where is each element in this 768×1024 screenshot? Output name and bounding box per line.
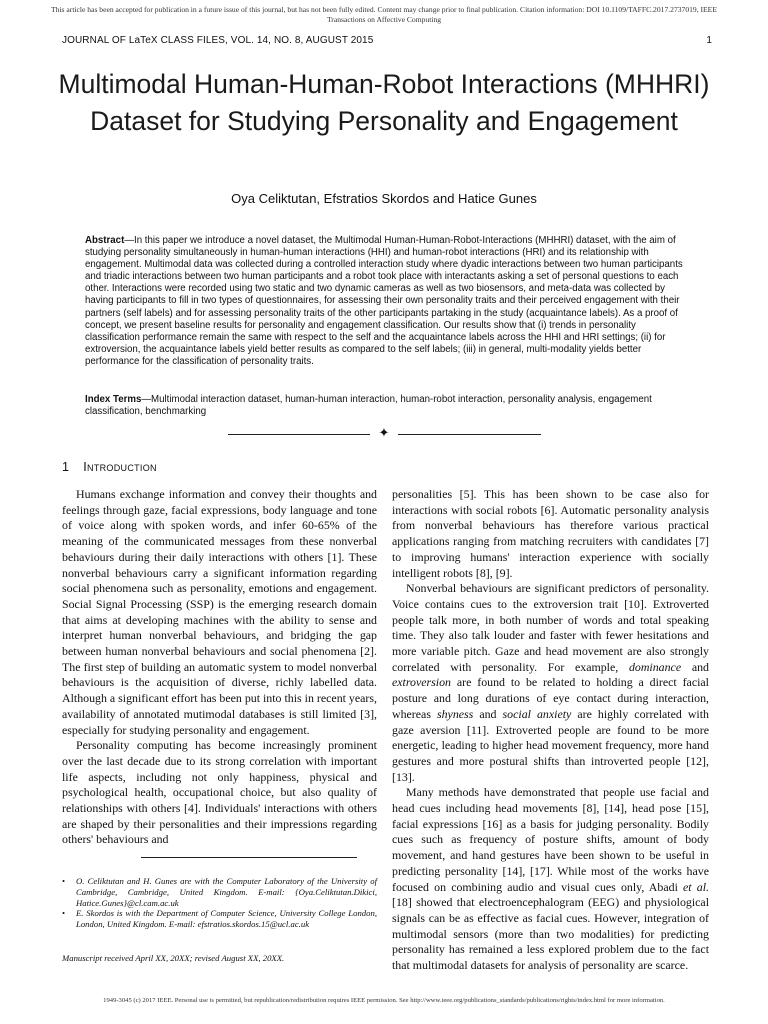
separator-rule-left bbox=[228, 434, 370, 435]
left-column bbox=[62, 487, 377, 848]
footnote-text: E. Skordos is with the Department of Computer Science, University College London, London, United Kingdom. E-mail: efstratios.skordos.15@ucl.ac.uk bbox=[76, 908, 377, 930]
bullet-icon: • bbox=[62, 876, 66, 886]
manuscript-dates: Manuscript received April XX, 20XX; revised August XX, 20XX. bbox=[62, 953, 285, 963]
footnote-list bbox=[62, 876, 377, 930]
emphasis: et al. bbox=[683, 879, 709, 894]
body-paragraph: Personality computing has become increasingly prominent over the last decade due to its strong correlation with important life aspects, including not only happiness, physical and psychological health, occupational choice, but also quality of relationships with others [4]. Individuals' interactions with others are shaped by their personalities and their impressions regarding others' behaviours and bbox=[62, 738, 377, 847]
abstract-label: Abstract bbox=[85, 235, 125, 246]
body-paragraph: Humans exchange information and convey their thoughts and feelings through gaze, facial expressions, body language and tone of voice along with spoken words, and infer 60-65% of the meaning of the communicated messages from these nonverbal behaviours during their daily interactions with others [1]. These nonverbal behaviours carry a significant information regarding social phenomena such as personality, emotions and engagement. Social Signal Processing (SSP) is the emerging research domain that aims at developing machines with the ability to sense and interpret human nonverbal behaviours, and bridging the gap between human nonverbal behaviours and social phenomena [2]. The first step of building an automatic system to model nonverbal behaviours is the acquisition of diverse, richly labelled data. Although a significant effort has been put into this in recent years, availability of annotated mutimodal databases is still limited [3], especially for studying personality and engagement. bbox=[62, 487, 377, 737]
index-terms-text: —Multimodal interaction dataset, human-human interaction, human-robot interaction, personality analysis, engagement classification, benchmarking bbox=[85, 394, 652, 418]
footnote-item bbox=[62, 876, 377, 908]
emphasis: social anxiety bbox=[502, 706, 572, 721]
index-terms-label: Index Terms bbox=[85, 394, 142, 405]
separator-rule-right bbox=[398, 434, 541, 435]
right-column bbox=[392, 487, 709, 974]
bullet-icon: • bbox=[62, 908, 66, 919]
emphasis: shyness bbox=[436, 706, 474, 721]
separator-diamond-icon: ✦ bbox=[378, 425, 390, 440]
section-heading bbox=[62, 460, 157, 474]
index-terms bbox=[85, 394, 683, 418]
abstract-text: —In this paper we introduce a novel dataset, the Multimodal Human-Human-Robot-Interactions (MHHRI) dataset, with the aim of studying personality simultaneously in human-human interactions (HHI) and human-robot interactions (HRI) and its relationship with engagement. Multimodal data was collected during a controlled interaction study where dyadic interactions between two human participants and triadic interactions between two human participants and a robot took place with interactants asking a set of personal questions to each other. Interactions were recorded using two static and two dynamic cameras as well as two biosensors, and meta-data was collected by having participants to fill in two types of questionnaires, for assessing their own personality traits and their perceived engagement with their partners (self labels) and for assessing personality traits of the other participants partaking in the study (acquaintance labels). As a proof of concept, we present baseline results for personality and engagement classification. Our results show that (i) trends in personality classification performance remain the same with respect to the self and the acquaintance labels across the HHI and HRI settings; (ii) for extroversion, the acquaintance labels yield better results as compared to the self labels; (iii) in general, multi-modality yields better performance for the classification of personality traits. bbox=[85, 235, 683, 367]
abstract bbox=[85, 235, 683, 368]
footnote-text: O. Celiktutan and H. Gunes are with the Computer Laboratory of the University of Cambridge, Cambridge, United Kingdom. E-mail: {Oya.Celiktutan.Dikici, Hatice.Gunes}@cl.cam.ac.uk bbox=[76, 876, 377, 908]
acceptance-banner-line-1: This article has been accepted for publication in a future issue of this journal, but has not been fully edited. Content may change prior to final publication. Citation information: DOI 10.1109/TAFFC.2017.2737019, IEEE bbox=[51, 5, 717, 14]
section-number: 1 bbox=[62, 460, 70, 474]
author-list: Oya Celiktutan, Efstratios Skordos and Hatice Gunes bbox=[231, 191, 537, 206]
copyright-notice: 1949-3045 (c) 2017 IEEE. Personal use is permitted, but republication/redistribution requires IEEE permission. See http://www.ieee.org/publications_standards/publications/rights/index.html for more information. bbox=[103, 997, 665, 1004]
footnote-rule bbox=[141, 857, 357, 858]
body-paragraph: Many methods have demonstrated that people use facial and head cues including head movements [8], [14], head pose [15], facial expressions [16] as a basis for judging personality. Bodily cues such as frequency of posture shifts, amount of body movement, and hand gestures have been shown to be useful in predicting personality [14], [17]. While most of the works have focused on combining audio and visual cues only, Abadi et al. [18] showed that electroencephalogram (EEG) and physiological signals can be as effective as facial cues. However, integration of multimodal sensors (more than two modalities) for predicting personality has remained a less explored problem due to the fact that multimodal datasets for analysis of personality are scarce. bbox=[392, 785, 709, 973]
acceptance-banner-line-2: Transactions on Affective Computing bbox=[326, 15, 442, 24]
section-title: Introduction bbox=[83, 460, 157, 474]
footnote-item bbox=[62, 908, 377, 930]
running-head-text: JOURNAL OF LaTeX CLASS FILES, VOL. 14, NO. 8, AUGUST 2015 bbox=[62, 35, 374, 46]
body-paragraph: Nonverbal behaviours are significant predictors of personality. Voice contains cues to the extroversion trait [10]. Extroverted people talk more, in both number of words and total speaking time. They also talk louder and faster with fewer hesitations and more variable pitch. Gaze and head movement are also strongly correlated with personality. For example, dominance and extroversion are found to be related to holding a direct facial posture and long durations of eye contact during interaction, whereas shyness and social anxiety are highly correlated with gaze aversion [11]. Extroverted people are found to be more energetic, leading to higher head movement frequency, more hand gestures and more postural shifts than introverted people [12], [13]. bbox=[392, 581, 709, 784]
running-head bbox=[62, 35, 712, 46]
emphasis: extroversion bbox=[392, 675, 451, 690]
paper-title: Multimodal Human-Human-Robot Interactions (MHHRI) Dataset for Studying Personality and Engagement bbox=[58, 69, 710, 136]
body-paragraph: personalities [5]. This has been shown to be case also for interactions with social robots [6]. Automatic personality analysis from nonverbal behaviours has therefore various practical applications ranging from matching recruiters with candidates [7] to improving humans' interaction experience with socially intelligent robots [8], [9]. bbox=[392, 487, 709, 580]
page-number: 1 bbox=[706, 35, 712, 46]
emphasis: dominance bbox=[628, 659, 682, 674]
